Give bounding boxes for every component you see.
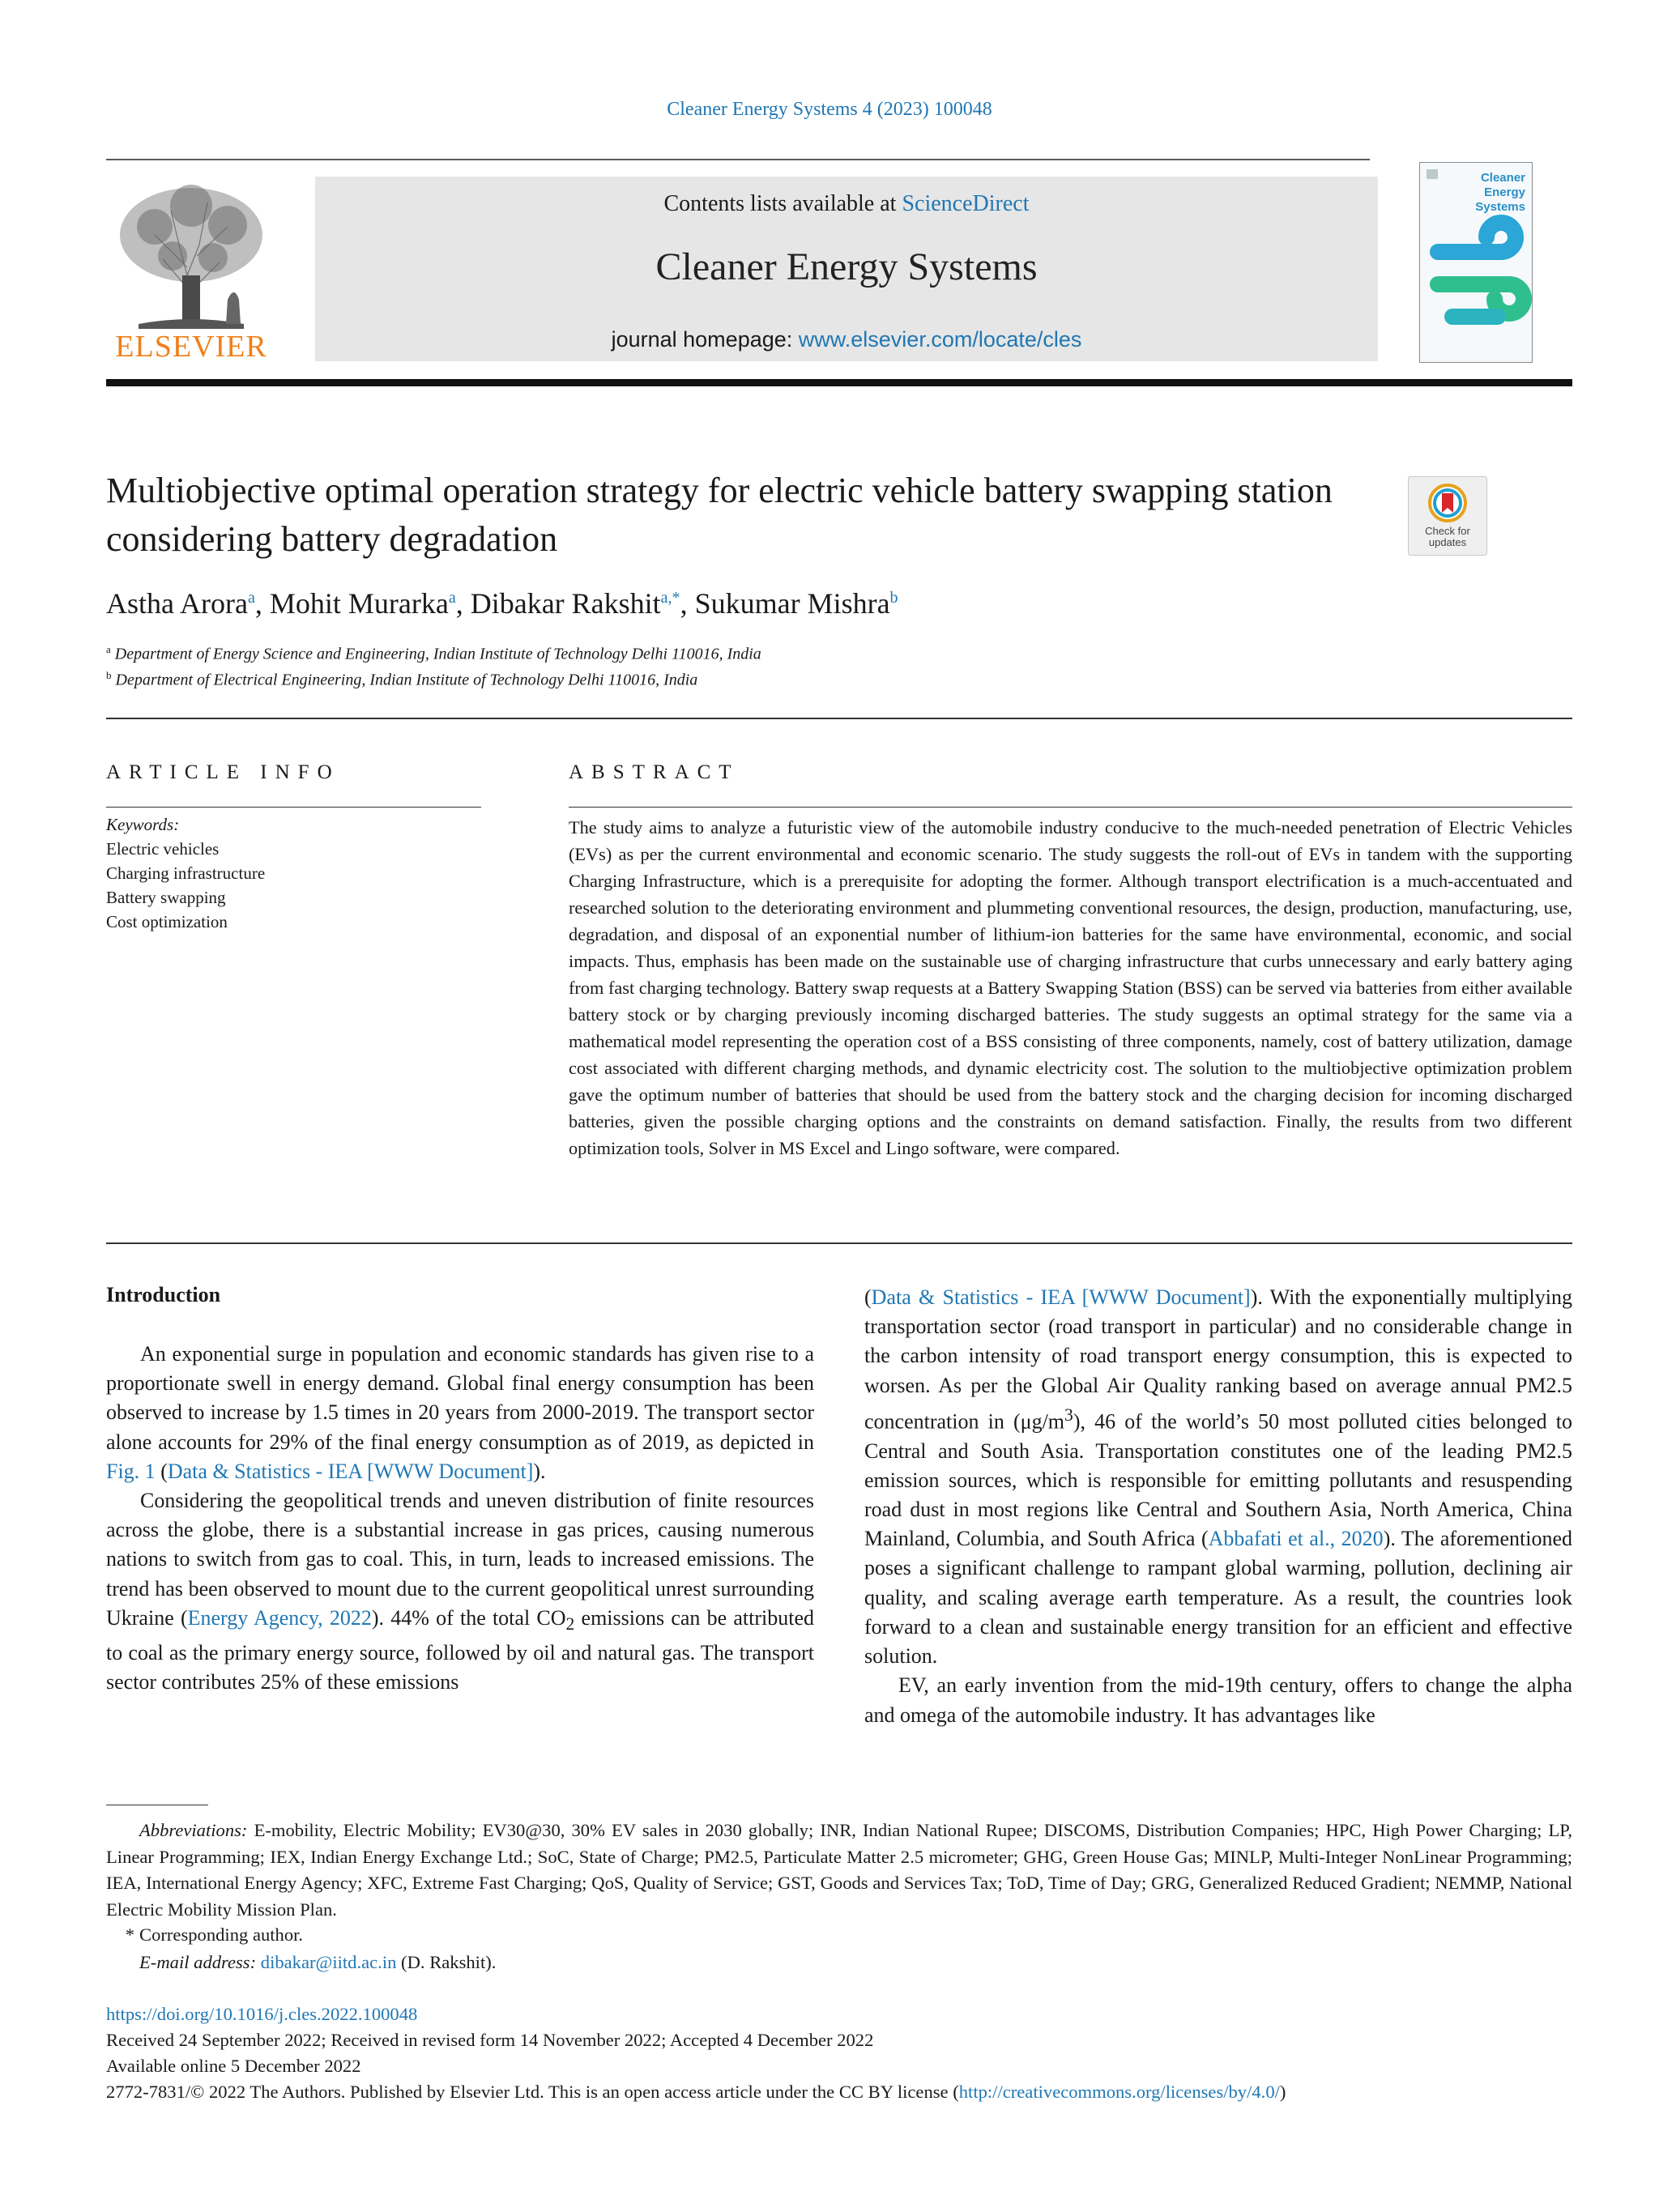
- abstract-heading: ABSTRACT: [569, 761, 740, 783]
- abstract-text: The study aims to analyze a futuristic view of the automobile industry conducive to the much-needed penetration of Electric Vehicles (EVs) as per the current environmental and economic scenario. The study suggests the roll-out of EVs in tandem with the supporting Charging Infrastructure, which is a prerequisite for adopting the former. Although transport electrification is a much-accentuated and researched solution to the deteriorating environment and plummeting conventional resources, the design, production, manufacturing, use, degradation, and disposal of an exponential number of lithium-ion batteries for the same have environmental, economic, and social impacts. Thus, emphasis has been made on the sustainable use of charging infrastructure that curbs unnecessary and early battery aging from fast charging technology. Battery swap requests at a Battery Swapping Station (BSS) can be served via batteries from either available battery stock or by charging previously incoming discharged batteries. The study suggests an optimal strategy for the same via a mathematical model representing the operation cost of a BSS consisting of three components, namely, cost of battery utilization, damage cost associated with different charging methods, and dynamic electricity cost. The solution to the multiobjective optimization problem gave the optimum number of batteries that should be used from the battery stock and the charging decision for incoming discharged batteries, given the possible charging options and the constraints on demand satisfaction. Finally, the results from two different optimization tools, Solver in MS Excel and Lingo software, were compared.: [569, 817, 1572, 1158]
- sciencedirect-link[interactable]: ScienceDirect: [902, 191, 1030, 216]
- author-affil-mark[interactable]: b: [889, 589, 898, 607]
- author-name[interactable]: Mohit Murarka: [269, 587, 449, 620]
- journal-homepage-link[interactable]: www.elsevier.com/locate/cles: [798, 327, 1082, 352]
- abbreviations-footnote: Abbreviations: E-mobility, Electric Mobility; EV30@30, 30% EV sales in 2030 globally; INR, Indian National Rupee; DISCOMS, Distribution Companies; HPC, High Power Charging; LP, Linear Programming; IEX, Indian Energy Exchange Ltd.; SoC, State of Charge; PM2.5, Particulate Matter 2.5 micrometer; GHG, Green House Gas; MINLP, Multi-Integer NonLinear Programming; IEA, International Energy Agency; XFC, Extreme Fast Charging; QoS, Quality of Service; GST, Goods and Services Tax; ToD, Time of Day; GRG, Generalized Reduced Gradient; NEMMP, National Electric Mobility Mission Plan.: [106, 1820, 1572, 1920]
- author-list: Astha Arora$^a$, Mohit Murarka$^a$, Dibakar Rakshit$^{a,*}$, Sukumar Mishra$^b$: [106, 587, 898, 620]
- citation-link[interactable]: Data & Statistics - IEA [WWW Document]: [167, 1459, 534, 1483]
- paragraph: Considering the geopolitical trends and uneven distribution of finite resources across the globe, there is a substantial increase in gas prices, causing numerous nations to switch from gas to coal. This, in turn, leads to increased emissions. The trend has been observed to mount due to the current geopolitical unrest surrounding Ukraine (Energy Agency, 2022). 44% of the total $CO_2$ emissions can be attributed to coal as the primary energy source, followed by oil and natural gas. The transport sector contributes 25% of these emissions: [106, 1489, 814, 1694]
- journal-reference[interactable]: Cleaner Energy Systems 4 (2023) 100048: [667, 99, 992, 120]
- online-date: Available online 5 December 2022: [106, 2056, 361, 2076]
- citation-link[interactable]: Data & Statistics - IEA [WWW Document]: [871, 1285, 1251, 1309]
- received-dates: Received 24 September 2022; Received in revised form 14 November 2022; Accepted 4 December 2022: [106, 2030, 874, 2050]
- doi-link[interactable]: https://doi.org/10.1016/j.cles.2022.100048: [106, 2004, 418, 2024]
- keyword-item[interactable]: Cost optimization: [106, 912, 228, 931]
- paragraph: An exponential surge in population and economic standards has given rise to a proportionate swell in energy demand. Global final energy consumption has been observed to increase by 1.5 times in 20 years from 2000-2019. The transport sector alone accounts for 29% of the final energy consumption as of 2019, as depicted in Fig. 1 (Data & Statistics - IEA [WWW Document]).: [106, 1342, 814, 1483]
- cover-graphic-icon: [1420, 163, 1532, 362]
- elsevier-wordmark: ELSEVIER: [115, 330, 267, 364]
- elsevier-logo[interactable]: [106, 178, 276, 364]
- bookmark-icon: [1428, 484, 1467, 522]
- license-line: 2772-7831/© 2022 The Authors. Published by Elsevier Ltd. This is an open access article under the CC BY license (http://creativecommons.org/licenses/by/4.0/): [106, 2082, 1286, 2102]
- author-affil-mark[interactable]: a,*: [660, 589, 680, 607]
- journal-cover[interactable]: [1419, 162, 1533, 363]
- email-note: E-mail address: dibakar@iitd.ac.in (D. Rakshit).: [139, 1952, 497, 1972]
- section-rule: [106, 718, 1572, 719]
- license-link[interactable]: http://creativecommons.org/licenses/by/4.0/: [958, 2082, 1280, 2102]
- introduction-heading: Introduction: [106, 1283, 221, 1306]
- author-name[interactable]: Astha Arora: [106, 587, 248, 620]
- affiliation-a: $^a$ Department of Energy Science and Engineering, Indian Institute of Technology Delhi 110016, India: [106, 643, 761, 663]
- header-thick-rule: [106, 379, 1572, 386]
- corresponding-author-note: * Corresponding author.: [125, 1924, 304, 1945]
- homepage-line: journal homepage: www.elsevier.com/locate/cles: [611, 327, 1082, 352]
- header-rule: [106, 159, 1370, 160]
- figure-link[interactable]: Fig. 1: [106, 1459, 156, 1483]
- keyword-item[interactable]: Battery swapping: [106, 888, 226, 907]
- paragraph: (Data & Statistics - IEA [WWW Document]). With the exponentially multiplying transportation sector (road transport in particular) and no considerable change in the carbon intensity of road transport energy consumption, this is expected to worsen. As per the Global Air Quality ranking based on average annual PM2.5 concentration in $(\mu g/m^3)$, 46 of the world’s 50 most polluted cities belonged to Central and South Asia. Transportation constitutes one of the leading PM2.5 emission sources, which is responsible for emitting pollutants and resuspending road dust in most regions like Central and Southern Asia, North America, China Mainland, Columbia, and South Africa (Abbafati et al., 2020). The aforementioned poses a significant challenge to rampant global warming, pollution, declining air quality, and scaling average earth temperature. As a result, the countries look forward to a clean and sustainable energy transition for an efficient and effective solution.: [864, 1285, 1572, 1669]
- article-info-rule: [106, 807, 481, 808]
- keywords-label: Keywords:: [106, 815, 180, 834]
- paragraph: EV, an early invention from the mid-19th century, offers to change the alpha and omega of the automobile industry. It has advantages like: [864, 1673, 1572, 1727]
- contents-line: Contents lists available at ScienceDirect: [663, 191, 1030, 216]
- keyword-item[interactable]: Electric vehicles: [106, 839, 220, 859]
- cover-title: Cleaner Energy Systems: [1475, 171, 1525, 214]
- author-name[interactable]: Sukumar Mishra: [694, 587, 890, 620]
- body-column-right: [864, 1283, 1572, 1730]
- body-column-left: [106, 1340, 814, 1698]
- affiliation-b: $^b$ Department of Electrical Engineering, Indian Institute of Technology Delhi 110016, India: [106, 669, 698, 689]
- paper-title: Multiobjective optimal operation strategy for electric vehicle battery swapping station considering battery degradation: [106, 471, 1333, 559]
- author-affil-mark[interactable]: a: [247, 589, 255, 607]
- abstract-rule: [569, 807, 1572, 808]
- keyword-item[interactable]: Charging infrastructure: [106, 863, 266, 883]
- check-for-updates-badge[interactable]: [1408, 476, 1487, 556]
- citation-link[interactable]: Energy Agency, 2022: [187, 1605, 372, 1630]
- check-for-updates-label: Check for updates: [1425, 525, 1470, 548]
- journal-banner: [315, 177, 1378, 361]
- author-name[interactable]: Dibakar Rakshit: [470, 587, 661, 620]
- journal-title: Cleaner Energy Systems: [655, 245, 1038, 288]
- email-link[interactable]: dibakar@iitd.ac.in: [260, 1952, 397, 1972]
- author-affil-mark[interactable]: a: [448, 589, 456, 607]
- section-rule: [106, 1242, 1572, 1244]
- citation-link[interactable]: Abbafati et al., 2020: [1208, 1527, 1384, 1551]
- article-info-heading: ARTICLE INFO: [106, 761, 340, 783]
